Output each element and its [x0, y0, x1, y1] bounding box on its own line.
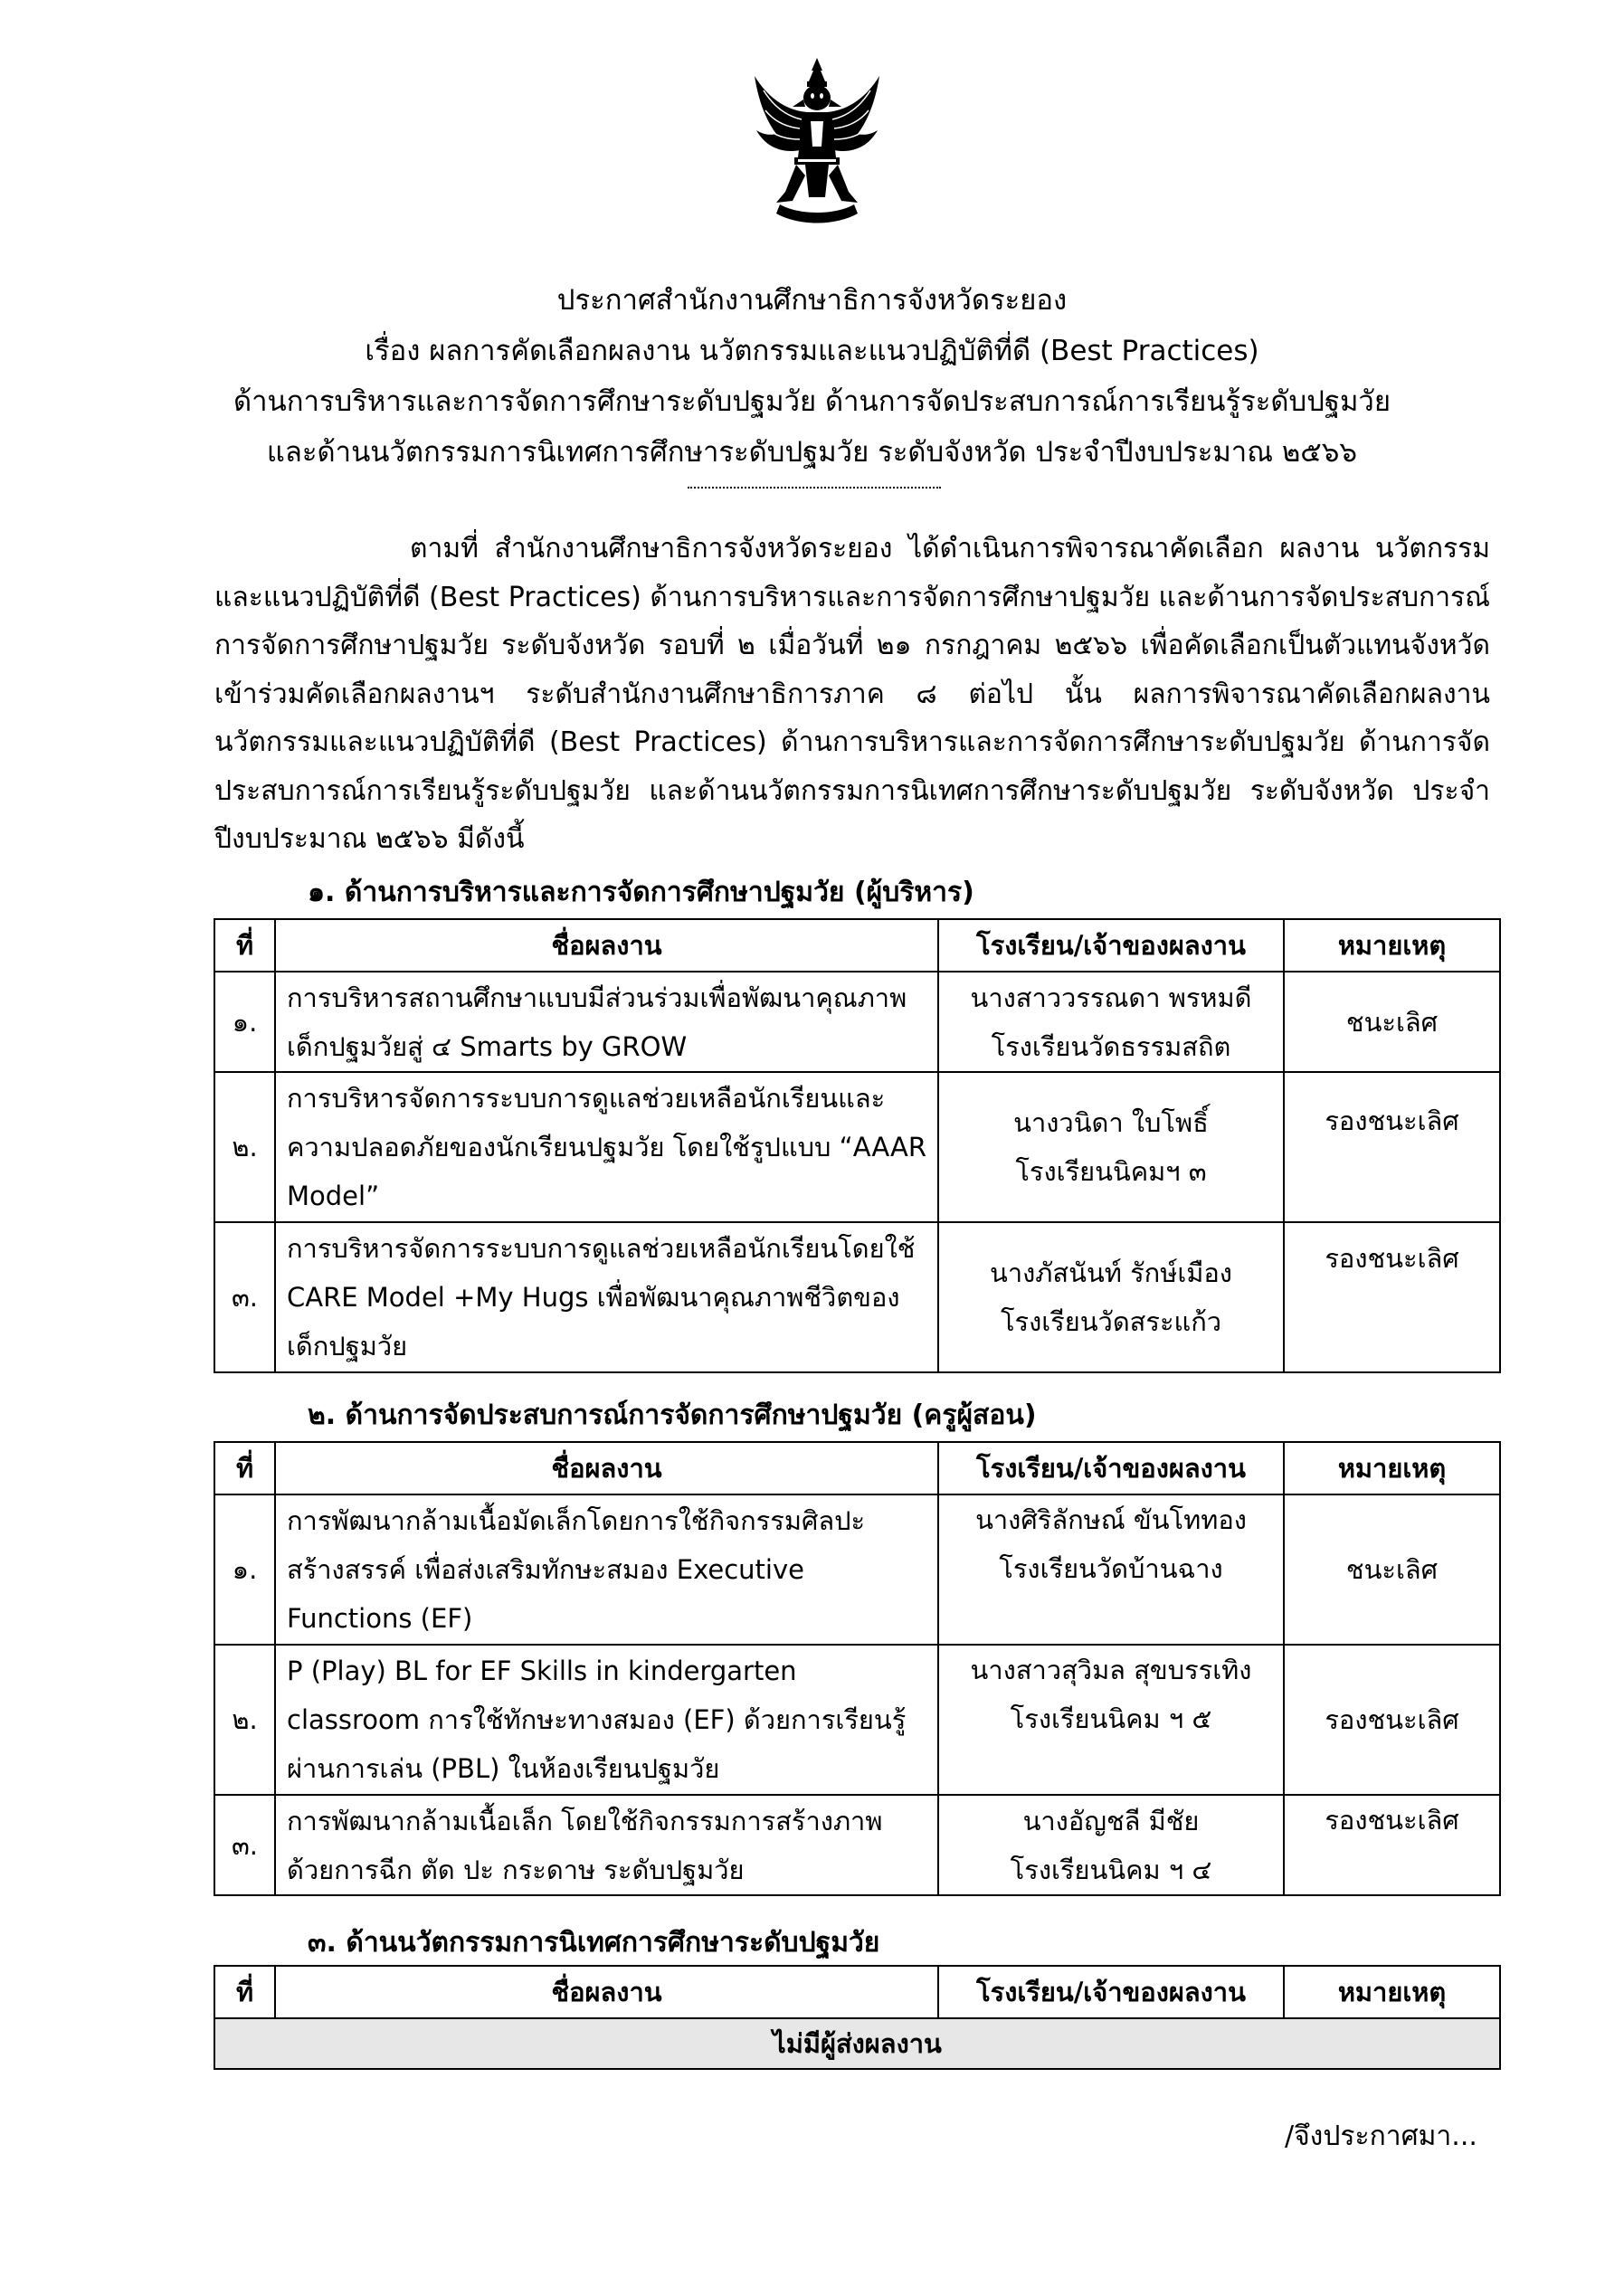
row-owner [938, 1494, 1284, 1645]
section-2-table [214, 1441, 1501, 1896]
table-row [214, 972, 1500, 1072]
column-header-title: ชื่อผลงาน [275, 1966, 938, 2018]
owner-school: โรงเรียนนิคม ฯ ๕ [1010, 1703, 1212, 1734]
row-title: การบริหารจัดการระบบการดูแลช่วยเหลือนักเรียนโดยใช้ CARE Model +My Hugs เพื่อพัฒนาคุณภาพชีวิตของเด็กปฐมวัย [275, 1222, 938, 1372]
owner-name: นางสาวสุวิมล สุขบรรเทิง [970, 1655, 1252, 1685]
no-submissions-message: ไม่มีผู้ส่งผลงาน [214, 2018, 1500, 2069]
continuation-marker: /จึงประกาศมา... [1285, 2120, 1477, 2152]
row-num: ๑. [214, 1494, 275, 1645]
announcement-header [181, 275, 1443, 478]
header-line-3: ด้านการบริหารและการจัดการศึกษาระดับปฐมวัย ด้านการจัดประสบการณ์การเรียนรู้ระดับปฐมวัย [233, 385, 1391, 418]
row-note: ชนะเลิศ [1284, 972, 1500, 1072]
row-title: การบริหารจัดการระบบการดูแลช่วยเหลือนักเรียนและความปลอดภัยของนักเรียนปฐมวัย โดยใช้รูปแบบ “AAAR Model” [275, 1072, 938, 1222]
row-num: ๓. [214, 1222, 275, 1372]
row-title: การพัฒนากล้ามเนื้อเล็ก โดยใช้กิจกรรมการสร้างภาพด้วยการฉีก ตัด ปะ กระดาษ ระดับปฐมวัย [275, 1795, 938, 1895]
row-title: การพัฒนากล้ามเนื้อมัดเล็กโดยการใช้กิจกรรมศิลปะสร้างสรรค์ เพื่อส่งเสริมทักษะสมอง Executive Functions (EF) [275, 1494, 938, 1645]
garuda-emblem-icon [749, 56, 885, 228]
owner-name: นางศิริลักษณ์ ขันโททอง [975, 1504, 1247, 1535]
column-header-num: ที่ [214, 1966, 275, 2018]
table-row [214, 1222, 1500, 1372]
owner-school: โรงเรียนนิคม ฯ ๔ [1010, 1854, 1212, 1885]
row-note: รองชนะเลิศ [1284, 1795, 1500, 1895]
section-3-heading: ๓. ด้านนวัตกรรมการนิเทศการศึกษาระดับปฐมวัย [308, 1927, 880, 1959]
row-owner [938, 1795, 1284, 1895]
column-header-title: ชื่อผลงาน [275, 919, 938, 972]
row-note: รองชนะเลิศ [1284, 1222, 1500, 1372]
row-title: P (Play) BL for EF Skills in kindergarten classroom การใช้ทักษะทางสมอง (EF) ด้วยการเรียนรู้ผ่านการเล่น (PBL) ในห้องเรียนปฐมวัย [275, 1645, 938, 1795]
column-header-owner: โรงเรียน/เจ้าของผลงาน [938, 1966, 1284, 2018]
section-1-table [214, 918, 1501, 1373]
row-num: ๒. [214, 1645, 275, 1795]
row-title: การบริหารสถานศึกษาแบบมีส่วนร่วมเพื่อพัฒนาคุณภาพเด็กปฐมวัยสู่ ๔ Smarts by GROW [275, 972, 938, 1072]
row-owner [938, 1645, 1284, 1795]
row-owner [938, 1222, 1284, 1372]
column-header-owner: โรงเรียน/เจ้าของผลงาน [938, 1442, 1284, 1494]
row-owner [938, 1072, 1284, 1222]
row-num: ๑. [214, 972, 275, 1072]
owner-name: นางอัญชลี มีชัย [1022, 1805, 1200, 1836]
owner-name: นางสาววรรณดา พรหมดี [970, 982, 1252, 1013]
table-row [214, 1645, 1500, 1795]
column-header-num: ที่ [214, 919, 275, 972]
row-num: ๒. [214, 1072, 275, 1222]
header-line-2: เรื่อง ผลการคัดเลือกผลงาน นวัตกรรมและแนวปฏิบัติที่ดี (Best Practices) [365, 335, 1259, 367]
owner-school: โรงเรียนนิคมฯ ๓ [1015, 1156, 1207, 1187]
column-header-num: ที่ [214, 1442, 275, 1494]
section-1-heading: ๑. ด้านการบริหารและการจัดการศึกษาปฐมวัย (ผู้บริหาร) [308, 877, 974, 908]
section-3-table [214, 1965, 1501, 2070]
table-row [214, 1494, 1500, 1645]
column-header-note: หมายเหตุ [1284, 919, 1500, 972]
row-note: ชนะเลิศ [1284, 1494, 1500, 1645]
table-row [214, 1072, 1500, 1222]
owner-school: โรงเรียนวัดสระแก้ว [1000, 1306, 1222, 1337]
table-header-row [214, 1442, 1500, 1494]
header-line-4: และด้านนวัตกรรมการนิเทศการศึกษาระดับปฐมวัย ระดับจังหวัด ประจำปีงบประมาณ ๒๕๖๖ [266, 436, 1358, 469]
owner-school: โรงเรียนวัดธรรมสถิต [991, 1030, 1231, 1062]
table-row [214, 2018, 1500, 2069]
row-num: ๓. [214, 1795, 275, 1895]
owner-school: โรงเรียนวัดบ้านฉาง [999, 1553, 1223, 1584]
body-paragraph: ตามที่ สำนักงานศึกษาธิการจังหวัดระยอง ได้ดำเนินการพิจารณาคัดเลือก ผลงาน นวัตกรรมและแนวปฏิบัติที่ดี (Best Practices) ด้านการบริหารและการจัดการศึกษาปฐมวัย และด้านการจัดประสบการณ์การจัดการศึกษาปฐมวัย ระดับจังหวัด รอบที่ ๒ เมื่อวันที่ ๒๑ กรกฎาคม ๒๕๖๖ เพื่อคัดเลือกเป็นตัวแทนจังหวัดเข้าร่วมคัดเลือกผลงานฯ ระดับสำนักงานศึกษาธิการภาค ๘ ต่อไป นั้น ผลการพิจารณาคัดเลือกผลงาน นวัตกรรมและแนวปฏิบัติที่ดี (Best Practices) ด้านการบริหารและการจัดการศึกษาระดับปฐมวัย ด้านการจัดประสบการณ์การเรียนรู้ระดับปฐมวัย และด้านนวัตกรรมการนิเทศการศึกษาระดับปฐมวัย ระดับจังหวัด ประจำปีงบประมาณ ๒๕๖๖ มีดังนี้ [214, 533, 1490, 855]
section-2-heading: ๒. ด้านการจัดประสบการณ์การจัดการศึกษาปฐมวัย (ครูผู้สอน) [308, 1399, 1037, 1431]
column-header-title: ชื่อผลงาน [275, 1442, 938, 1494]
table-row [214, 1795, 1500, 1895]
header-line-1: ประกาศสำนักงานศึกษาธิการจังหวัดระยอง [556, 284, 1068, 317]
row-note: รองชนะเลิศ [1284, 1072, 1500, 1222]
column-header-note: หมายเหตุ [1284, 1442, 1500, 1494]
column-header-owner: โรงเรียน/เจ้าของผลงาน [938, 919, 1284, 972]
column-header-note: หมายเหตุ [1284, 1966, 1500, 2018]
header-divider [688, 487, 941, 489]
owner-name: นางวนิดา ใบโพธิ์ [1013, 1107, 1209, 1138]
row-note: รองชนะเลิศ [1284, 1645, 1500, 1795]
table-header-row [214, 1966, 1500, 2018]
table-header-row [214, 919, 1500, 972]
row-owner [938, 972, 1284, 1072]
owner-name: นางภัสนันท์ รักษ์เมือง [990, 1257, 1232, 1288]
